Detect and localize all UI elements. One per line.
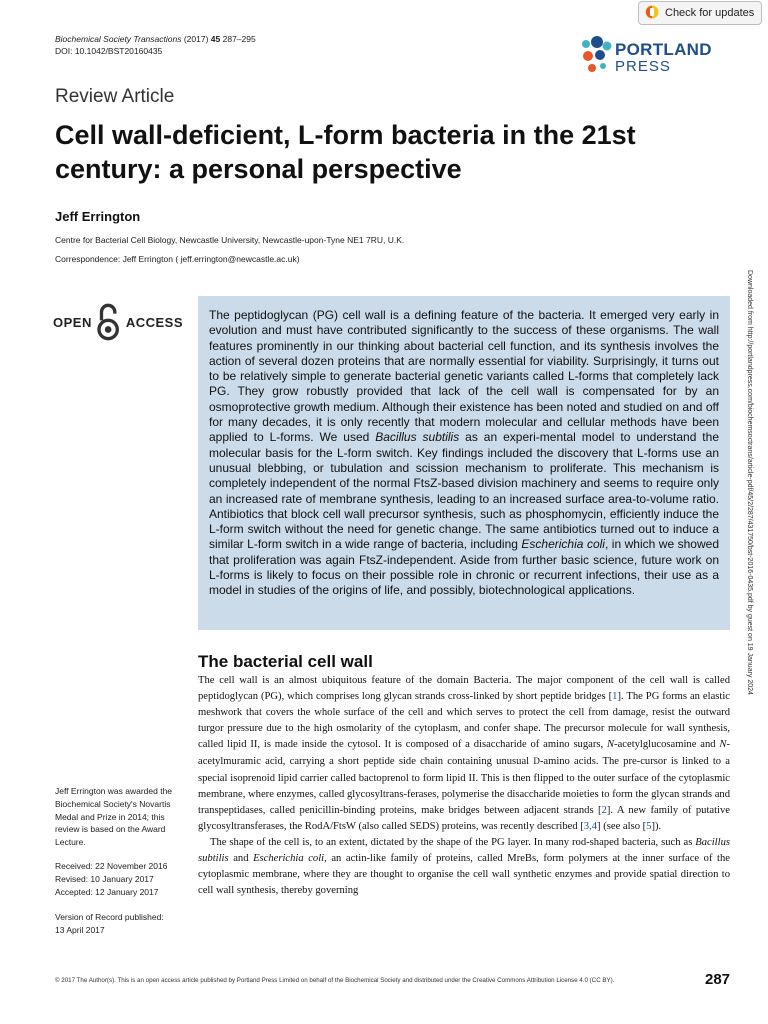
open-access-word-access: ACCESS xyxy=(125,314,183,330)
citation-link[interactable]: 5 xyxy=(646,820,652,832)
article-title xyxy=(55,118,695,186)
received-date: Received: 22 November 2016 xyxy=(55,861,168,871)
crossmark-icon xyxy=(645,5,659,22)
journal-volume: 45 xyxy=(210,34,221,44)
check-for-updates-label: Check for updates xyxy=(665,7,755,19)
abstract-species-1: Bacillus subtilis xyxy=(375,430,460,445)
revised-date: Revised: 10 January 2017 xyxy=(55,873,154,884)
history-dates xyxy=(55,860,187,898)
citation-link[interactable]: 3,4 xyxy=(583,820,598,832)
journal-name: Biochemical Society Transactions xyxy=(55,34,182,44)
award-note: Jeff Errington was awarded the Biochemical Society's Novartis Medal and Prize in 2014; this review is based on the Award Lecture. xyxy=(55,786,173,848)
abstract-species-2: Escherichia coli xyxy=(521,537,605,552)
body-text xyxy=(198,673,730,899)
logo-word-press: PRESS xyxy=(615,58,671,75)
abstract-text-3: , in which we showed that proliferation was again FtsZ-independent. Aside from further basic science, future work on L-forms is likely to focus on their possible role in chronic or recurrent infections, their use as a model in studies of the origins of life, and possibly, biotechnological applications. xyxy=(209,537,719,598)
version-of-record xyxy=(55,911,187,937)
accepted-date: Accepted: 12 January 2017 xyxy=(55,886,159,897)
publisher-logo-text xyxy=(615,41,712,75)
title-line-2: century: a personal perspective xyxy=(55,154,462,184)
abstract-text-2: as an experi-mental model to understand the molecular basis for the L-form switch. Key findings included the discovery that L-forms use an unusual blebbing, or tubulation and scission mechanism to proliferate. This mechanism is completely independent of the normal FtsZ-based division machinery and seems to require only an increased rate of membrane synthesis, leading to an increased surface area-to-volume ratio. Antibiotics that block cell wall precursor synthesis, such as phosphomycin, efficiently induce the L-form switch without the need for genetic change. The same antibiotics turned out to induce a similar L-form switch in a wide range of bacteria, including xyxy=(209,430,719,552)
license-footer: © 2017 The Author(s). This is an open access article published by Portland Press Limited on behalf of the Biochemical Society and distributed under the Creative Commons Attribution License 4.0 (CC BY). xyxy=(55,977,615,984)
journal-pages: 287–295 xyxy=(222,34,256,44)
logo-word-portland: PORTLAND xyxy=(615,40,712,59)
correspondence: Correspondence: Jeff Errington ( jeff.errington@newcastle.ac.uk) xyxy=(55,254,300,264)
affiliation: Centre for Bacterial Cell Biology, Newcastle University, Newcastle-upon-Tyne NE1 7RU, U.K. xyxy=(55,235,405,245)
article-type: Review Article xyxy=(55,86,175,107)
author-name: Jeff Errington xyxy=(55,209,141,224)
doi: DOI: 10.1042/BST20160435 xyxy=(55,46,163,56)
vor-label: Version of Record published: xyxy=(55,912,164,922)
download-note: Downloaded from http://portlandpress.com/biochemsoctrans/article-pdf/45/2/287/431750/bst-2016-0435.pdf by guest on 19 January 2024 xyxy=(746,270,753,695)
paragraph-1: The cell wall is an almost ubiquitous feature of the domain Bacteria. The major component of the cell wall is called peptidoglycan (PG), which comprises long glycan strands cross-linked by short peptide bridges [1]. The PG forms an elastic meshwork that covers the whole surface of the cell and which serves to protect the cell from damage, resist the outward turgor pressure due to the high osmolarity of the cytoplasm, and confer shape. The precursor molecule for wall synthesis, called lipid II, is made inside the cytosol. It is composed of a disaccharide of amino sugars, N-acetylglucosamine and N-acetylmuramic acid, carrying a short peptide side chain containing unusual D-amino acids. The pre-cursor is linked to a special isoprenoid lipid carrier called bactoprenol to form lipid II. This is then flipped to the outer surface of the cytoplasmic membrane, where enzymes, called glycosyltrans-ferases, polymerise the disaccharide moieties to form the glycan strands and transpeptidases, called penicillin-binding proteins, make bridges between adjacent strands [2]. A new family of putative glycosyltransferases, the RodA/FtsW (also called SEDS) proteins, was recently described [3,4] (see also [5]). xyxy=(198,675,730,832)
check-for-updates-button[interactable] xyxy=(638,1,762,25)
paragraph-2: The shape of the cell is, to an extent, dictated by the shape of the PG layer. In many rod-shaped bacteria, such as Bacillus subtilis and Escherichia coli, an actin-like family of proteins, called MreBs, form polymers at the inner surface of the cytoplasmic membrane, where they are thought to organise the cell wall synthetic enzymes and provide spatial direction to cell wall synthesis, thereby governing xyxy=(198,836,731,897)
abstract xyxy=(198,296,730,630)
citation-link[interactable]: 1 xyxy=(612,691,618,703)
title-line-1: Cell wall-deficient, L-form bacteria in the 21st xyxy=(55,120,636,150)
citation-link[interactable]: 2 xyxy=(601,804,607,816)
open-lock-icon xyxy=(94,298,124,346)
journal-reference xyxy=(55,33,256,57)
section-heading: The bacterial cell wall xyxy=(198,652,373,671)
page-number: 287 xyxy=(705,971,731,988)
journal-year: (2017) xyxy=(183,34,209,44)
open-access-badge xyxy=(53,298,183,346)
abstract-text-1: The peptidoglycan (PG) cell wall is a defining feature of the bacteria. It emerged very early in evolution and must have contributed significantly to the success of these organisms. The wall features prominently in our thinking about bacterial cell function, and its synthesis involves the action of several dozen proteins that are normally essential for viability. Surprisingly, it turns out to be relatively simple to generate bacterial genetic variants called L-forms that completely lack PG. They grow robustly provided that lack of the cell wall is compensated for by an osmoprotective growth medium. Although their existence has been noted and studied on and off for many decades, it is only recently that modern molecular and cellular methods have been applied to L-forms. We used xyxy=(209,308,719,445)
open-access-word-open: OPEN xyxy=(53,314,92,330)
vor-date: 13 April 2017 xyxy=(55,924,105,935)
logo-dots-icon xyxy=(580,36,616,84)
